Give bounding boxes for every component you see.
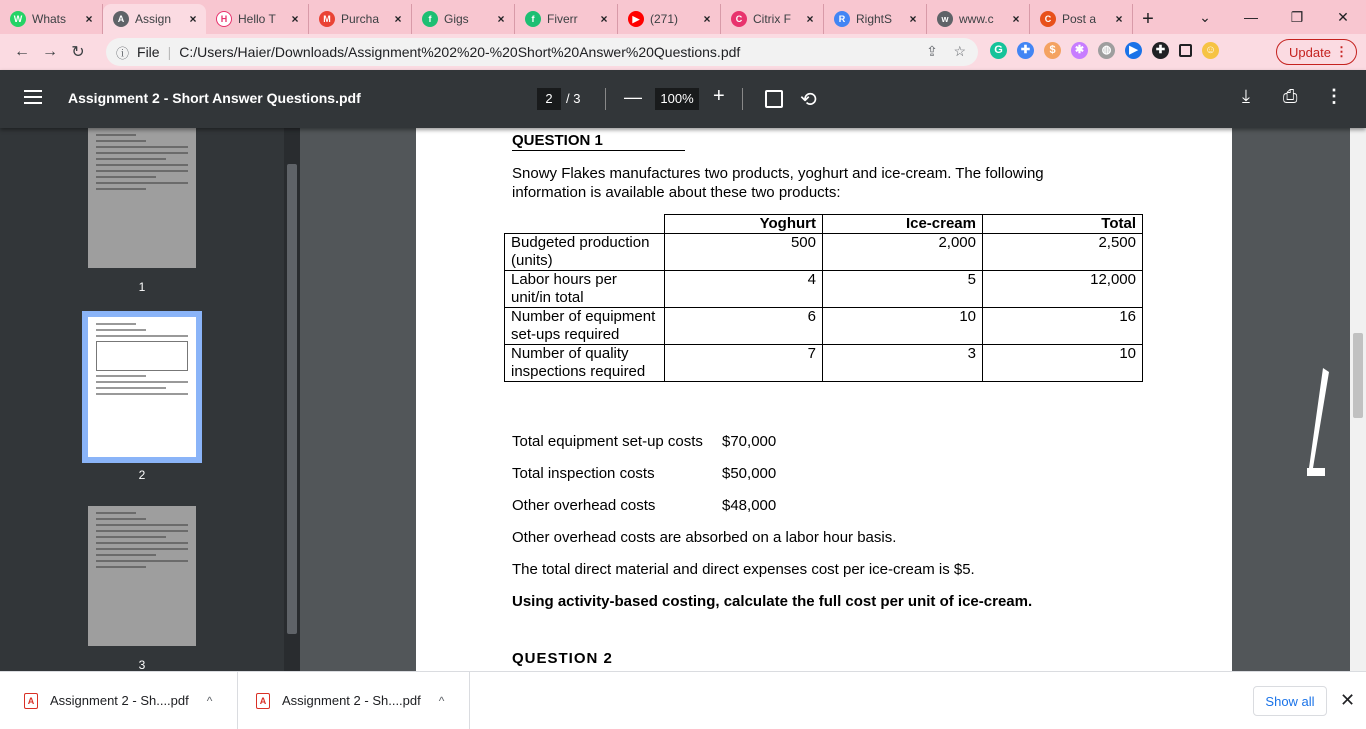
tab-list <box>0 0 1133 34</box>
pdf-page <box>416 128 1232 671</box>
browser-tab[interactable] <box>618 4 721 34</box>
browser-tab[interactable] <box>824 4 927 34</box>
table-header <box>505 215 665 234</box>
tab-close-icon[interactable]: × <box>291 12 299 26</box>
question-intro: Snowy Flakes manufactures two products, yoghurt and ice-cream. The following information is available about these two products: <box>512 165 1044 201</box>
tab-close-icon[interactable]: × <box>909 12 917 26</box>
share-icon[interactable]: ⇪ <box>926 43 938 59</box>
menu-icon[interactable] <box>24 90 42 104</box>
download-icon[interactable]: ⤓ <box>1242 86 1250 106</box>
table-cell: 6 <box>665 308 823 345</box>
browser-tab[interactable] <box>412 4 515 34</box>
update-label: Update <box>1289 44 1331 60</box>
chevron-up-icon[interactable]: ^ <box>206 693 213 708</box>
tab-favicon-icon: A <box>113 11 129 27</box>
cost-line <box>512 465 776 482</box>
tab-favicon-icon: w <box>937 11 953 27</box>
table-row <box>505 308 1143 345</box>
update-button[interactable] <box>1276 39 1357 65</box>
more-actions-icon[interactable]: ⋮ <box>1325 86 1343 106</box>
restore-button[interactable]: ❐ <box>1290 8 1304 25</box>
download-filename: Assignment 2 - Sh....pdf <box>282 693 421 708</box>
thumbnail-number: 1 <box>138 280 146 294</box>
table-cell: 12,000 <box>983 271 1143 308</box>
toolbar-divider <box>605 88 606 110</box>
tab-favicon-icon: R <box>834 11 850 27</box>
table-header: Yoghurt <box>665 215 823 234</box>
tab-title: Whats <box>32 12 67 26</box>
window-controls <box>1182 0 1366 34</box>
tab-close-icon[interactable]: × <box>394 12 402 26</box>
tab-title: www.c <box>959 12 994 26</box>
tab-title: Purcha <box>341 12 380 26</box>
puzzle-icon[interactable]: ✚ <box>1152 42 1169 59</box>
tab-close-icon[interactable]: × <box>189 12 197 26</box>
site-info-icon[interactable]: ⓘ <box>116 45 130 61</box>
table-cell: 4 <box>665 271 823 308</box>
address-bar[interactable]: ⓘ File | C:/Users/Haier/Downloads/Assignment%202%20-%20Short%20Answer%20Questions.pdf ⇪ ☆ <box>106 38 978 66</box>
browser-tab[interactable] <box>206 4 309 34</box>
cost-line <box>512 433 776 450</box>
tab-close-icon[interactable]: × <box>806 12 814 26</box>
tab-title: (271) <box>650 12 679 26</box>
close-downloads-button[interactable]: ✕ <box>1340 690 1356 710</box>
row-label: Labor hours per unit/in total <box>505 271 665 308</box>
table-cell: 5 <box>823 271 983 308</box>
material-note: The total direct material and direct expenses cost per ice-cream is $5. <box>512 561 975 578</box>
tab-search-button[interactable]: ⌄ <box>1199 8 1211 25</box>
reload-button[interactable]: ↻ <box>71 44 85 61</box>
tab-favicon-icon: f <box>525 11 541 27</box>
tab-close-icon[interactable]: × <box>1115 12 1123 26</box>
row-label: Number of quality inspections required <box>505 345 665 382</box>
tab-close-icon[interactable]: × <box>497 12 505 26</box>
page-thumbnail-1[interactable] <box>88 128 196 268</box>
url-scheme-label: File <box>137 44 160 60</box>
download-item[interactable] <box>0 672 238 729</box>
tab-favicon-icon: M <box>319 11 335 27</box>
cost-value: $70,000 <box>722 433 777 450</box>
chevron-up-icon[interactable]: ^ <box>438 693 445 708</box>
profile-avatar[interactable]: ☺ <box>1202 42 1219 59</box>
product-data-table <box>504 214 1143 382</box>
table-cell: 7 <box>665 345 823 382</box>
tab-title: RightS <box>856 12 893 26</box>
row-label: Number of equipment set-ups required <box>505 308 665 345</box>
zoom-input[interactable]: 100% <box>655 88 699 110</box>
tab-favicon-icon: W <box>10 11 26 27</box>
tab-close-icon[interactable]: × <box>85 12 93 26</box>
absorb-note: Other overhead costs are absorbed on a labor hour basis. <box>512 529 897 546</box>
tab-favicon-icon: C <box>1040 11 1056 27</box>
tab-title: Citrix F <box>753 12 791 26</box>
browser-tab[interactable] <box>515 4 618 34</box>
viewer-scrollbar[interactable] <box>1350 128 1366 671</box>
tab-title: Fiverr <box>547 12 578 26</box>
tab-close-icon[interactable]: × <box>1012 12 1020 26</box>
sidebar-scrollbar[interactable] <box>284 128 300 671</box>
table-header: Ice-cream <box>823 215 983 234</box>
next-question-title: QUESTION 2 <box>512 650 613 667</box>
show-all-button[interactable]: Show all <box>1253 686 1327 716</box>
cost-label: Total equipment set-up costs <box>512 433 703 450</box>
cost-value: $50,000 <box>722 465 777 482</box>
table-cell: 2,000 <box>823 234 983 271</box>
download-filename: Assignment 2 - Sh....pdf <box>50 693 189 708</box>
row-label: Budgeted production (units) <box>505 234 665 271</box>
table-cell: 10 <box>983 345 1143 382</box>
pdf-file-icon: A <box>24 693 38 709</box>
tab-title: Hello T <box>238 12 276 26</box>
toolbar-divider <box>742 88 743 110</box>
tab-close-icon[interactable]: × <box>600 12 608 26</box>
zoom-in-button[interactable]: + <box>713 85 725 107</box>
tab-favicon-icon: C <box>731 11 747 27</box>
extension-icon[interactable]: ◍ <box>1098 42 1115 59</box>
new-tab-button[interactable]: + <box>1142 7 1154 30</box>
extension-icon[interactable]: ✚ <box>1017 42 1034 59</box>
browser-tab[interactable] <box>103 4 206 34</box>
table-row <box>505 345 1143 382</box>
browser-tab[interactable] <box>1030 4 1133 34</box>
tab-title: Gigs <box>444 12 469 26</box>
cost-line <box>512 497 776 514</box>
table-row <box>505 271 1143 308</box>
extension-icon[interactable]: $ <box>1044 42 1061 59</box>
thumbnail-number: 3 <box>138 658 146 671</box>
extension-icons <box>990 42 1219 59</box>
pdf-toolbar <box>0 70 1366 128</box>
kebab-menu-icon[interactable]: ⋮ <box>1335 44 1348 59</box>
page-total: / 3 <box>566 91 581 106</box>
thumbnail-sidebar <box>0 128 300 671</box>
page-thumbnail-3[interactable] <box>88 506 196 646</box>
tab-title: Assign <box>135 12 172 26</box>
page-thumbnail-2[interactable] <box>88 317 196 457</box>
url-text[interactable]: C:/Users/Haier/Downloads/Assignment%202%20-%20Short%20Answer%20Questions.pdf <box>179 44 741 60</box>
tab-favicon-icon: ▶ <box>628 11 644 27</box>
fit-page-icon[interactable] <box>765 90 783 108</box>
task-instruction: Using activity-based costing, calculate the full cost per unit of ice-cream. <box>512 593 1033 610</box>
question-title: QUESTION 1 <box>512 132 685 151</box>
table-cell: 10 <box>823 308 983 345</box>
annotation-mark <box>1305 368 1331 478</box>
close-window-button[interactable]: ✕ <box>1337 8 1349 25</box>
tab-title: Post a <box>1062 12 1097 26</box>
thumbnail-number: 2 <box>138 468 146 482</box>
cost-value: $48,000 <box>722 497 777 514</box>
forward-button[interactable]: → <box>42 43 58 60</box>
extension-icon[interactable]: ▶ <box>1125 42 1142 59</box>
tab-close-icon[interactable]: × <box>703 12 711 26</box>
bookmark-star-icon[interactable]: ☆ <box>953 43 966 59</box>
table-cell: 2,500 <box>983 234 1143 271</box>
browser-toolbar <box>0 34 1366 70</box>
tab-favicon-icon: f <box>422 11 438 27</box>
browser-tab[interactable] <box>309 4 412 34</box>
minimize-button[interactable]: — <box>1244 9 1258 25</box>
tab-favicon-icon: H <box>216 11 232 27</box>
downloads-bar <box>0 671 1366 728</box>
browser-tab[interactable] <box>721 4 824 34</box>
back-button[interactable]: ← <box>14 43 30 60</box>
grammarly-extension-icon[interactable]: G <box>990 42 1007 59</box>
browser-tab[interactable] <box>0 4 103 34</box>
cost-label: Other overhead costs <box>512 497 656 514</box>
table-row <box>505 234 1143 271</box>
table-header: Total <box>983 215 1143 234</box>
page-number-input[interactable]: 2 <box>537 88 561 110</box>
table-cell: 16 <box>983 308 1143 345</box>
table-cell: 3 <box>823 345 983 382</box>
table-cell: 500 <box>665 234 823 271</box>
table-header-row <box>505 215 1143 234</box>
download-item[interactable] <box>238 672 470 729</box>
print-icon[interactable]: ⎙ <box>1283 86 1298 106</box>
browser-tab[interactable] <box>927 4 1030 34</box>
document-title: Assignment 2 - Short Answer Questions.pdf <box>68 90 361 106</box>
rotate-icon[interactable]: ⟲ <box>800 89 817 111</box>
extension-icon[interactable]: ✱ <box>1071 42 1088 59</box>
cost-label: Total inspection costs <box>512 465 655 482</box>
pdf-viewer <box>300 128 1350 671</box>
sidepanel-icon[interactable] <box>1179 44 1192 57</box>
zoom-out-button[interactable]: — <box>624 87 642 107</box>
pdf-file-icon: A <box>256 693 270 709</box>
tab-strip <box>0 0 1366 34</box>
